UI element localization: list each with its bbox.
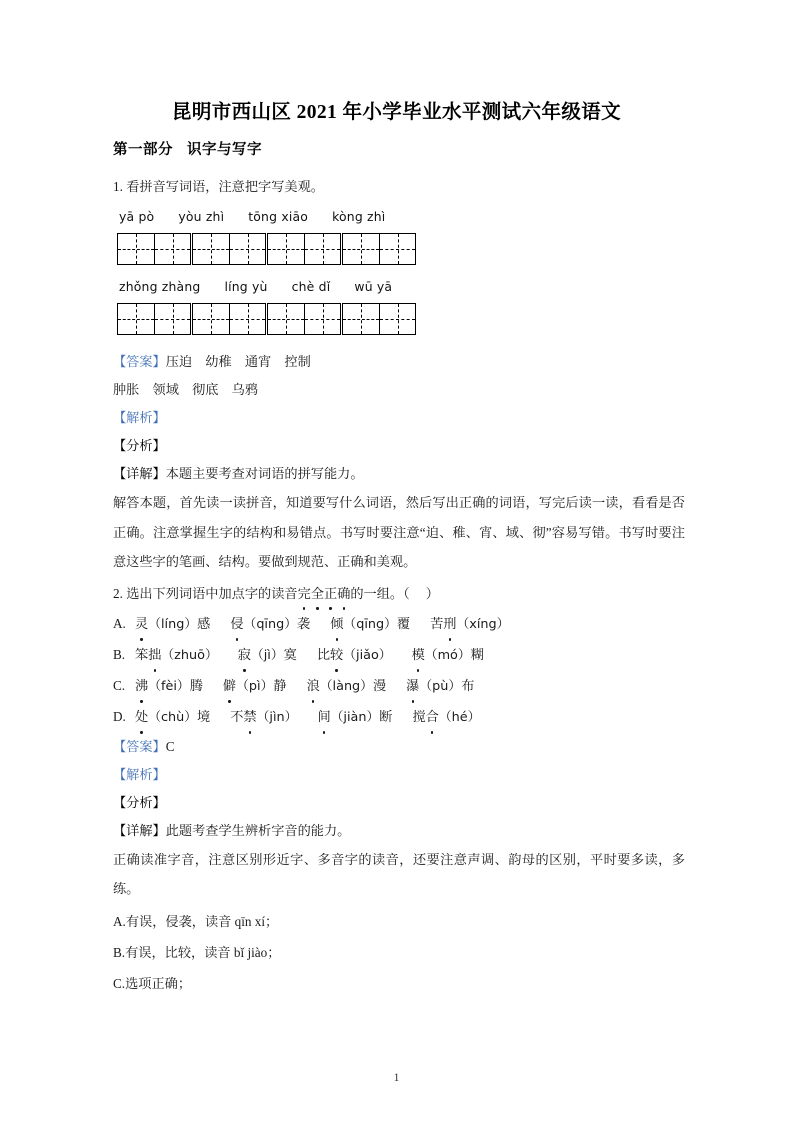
option-item-pinyin: （hé） — [438, 709, 481, 725]
option-item-prefix: 比 — [316, 646, 331, 662]
option-item-pinyin: （jìn） — [256, 709, 298, 725]
option-item — [412, 647, 484, 662]
question-1-answer-row-2: 肿胀 领域 彻底 乌鸦 — [113, 382, 259, 397]
writing-grid-cell[interactable] — [304, 304, 340, 334]
xiangjie-marker: 【详解】 — [113, 466, 166, 481]
option-item-suffix: 寞 — [283, 646, 297, 662]
writing-grid-cell[interactable] — [268, 304, 304, 334]
option-item — [412, 709, 480, 724]
option-item-pinyin: （qīng） — [243, 616, 298, 632]
answer-marker: 【答案】 — [113, 354, 166, 369]
option-item — [135, 647, 218, 662]
writing-grid-cell[interactable] — [343, 304, 379, 334]
option-item — [135, 678, 203, 693]
dotted-character: 拙 — [148, 640, 161, 670]
option-item-prefix: 不 — [230, 708, 244, 724]
option-row[interactable] — [113, 609, 685, 640]
writing-grid-cell[interactable] — [118, 234, 154, 264]
dotted-character: 侵 — [230, 609, 243, 639]
question-2-fenxi — [113, 789, 685, 816]
writing-grid-cell[interactable] — [268, 234, 304, 264]
question-1-xiangjie — [113, 460, 685, 487]
option-item-suffix: 糊 — [470, 646, 484, 662]
dotted-character: 浪 — [307, 671, 320, 701]
document-body — [113, 138, 685, 1000]
question-2-dotted-phrase — [298, 586, 351, 601]
option-note-row — [113, 907, 685, 937]
dotted-character: 沸 — [135, 671, 148, 701]
dotted-character: 正 — [324, 579, 337, 608]
option-row[interactable] — [113, 640, 685, 671]
pinyin-word: yòu zhì — [178, 209, 225, 224]
dotted-character: 刑 — [443, 609, 456, 639]
option-item-pinyin: （pì） — [236, 678, 274, 694]
dotted-character: 寂 — [238, 640, 251, 670]
dotted-character: 倾 — [330, 609, 343, 639]
writing-grid-cell[interactable] — [379, 234, 415, 264]
option-item-pinyin: （jiàn） — [330, 709, 380, 725]
option-item-pinyin: （pù） — [419, 678, 462, 694]
option-label: C. — [113, 677, 126, 693]
option-item-suffix: 境 — [197, 708, 211, 724]
option-item — [307, 678, 387, 693]
dotted-character: 禁 — [243, 702, 256, 732]
dotted-character: 灵 — [135, 609, 148, 639]
question-2-answer — [113, 733, 685, 760]
option-item — [135, 709, 210, 724]
dotted-character: 模 — [412, 640, 425, 670]
option-note-row — [113, 938, 685, 968]
dotted-character: 瀑 — [406, 671, 419, 701]
option-note-label: B. — [113, 944, 126, 960]
dotted-character: 合 — [426, 702, 439, 732]
writing-grid-box[interactable] — [267, 303, 341, 335]
option-item-pinyin: （qīng） — [343, 616, 397, 632]
option-item — [317, 647, 392, 662]
dotted-character: 全 — [311, 579, 324, 608]
option-item — [406, 678, 474, 693]
pinyin-row-1 — [113, 209, 685, 224]
answer-text-row-1: 压迫 幼稚 通宵 控制 — [165, 354, 311, 369]
pinyin-word: chè dǐ — [291, 279, 331, 294]
option-item-pinyin: （làng） — [319, 678, 373, 694]
question-1-stem — [113, 173, 685, 200]
option-item-pinyin: （jiǎo） — [343, 647, 392, 663]
pinyin-word: tōng xiāo — [248, 209, 309, 224]
option-note-text: 有误，比较，读音 bǐ jiào； — [125, 944, 281, 960]
writing-grid-cell[interactable] — [193, 304, 229, 334]
option-item-prefix: 笨 — [135, 646, 149, 662]
writing-grid-cell[interactable] — [379, 304, 415, 334]
option-item-suffix: 覆 — [396, 615, 411, 631]
option-item — [230, 709, 297, 724]
option-item — [330, 616, 410, 631]
option-item — [223, 678, 287, 693]
dotted-character: 确 — [337, 579, 350, 608]
section-heading — [113, 138, 685, 159]
question-1-number: 1. — [113, 179, 123, 194]
page-number: 1 — [393, 1072, 400, 1084]
option-item — [230, 616, 310, 631]
option-row[interactable] — [113, 671, 685, 702]
question-2-options — [113, 609, 685, 733]
pinyin-word: líng yù — [224, 279, 268, 294]
question-2-number: 2. — [113, 585, 123, 601]
writing-grid-cell[interactable] — [343, 234, 379, 264]
writing-grid-box[interactable] — [342, 303, 416, 335]
option-item-suffix: 袭 — [297, 615, 311, 631]
option-item — [135, 616, 210, 631]
question-1-jiexi — [113, 404, 685, 431]
question-1-explanation: 解答本题，首先读一读拼音，知道要写什么词语，然后写出正确的词语，写完后读一读，看看是否正确。注意掌握生字的结构和易错点。书写时要注意“迫、稚、宵、域、彻”容易写错。书写时要注意这些字的笔画、结构。要做到规范、正确和美观。 — [113, 495, 685, 569]
dotted-character: 完 — [298, 579, 311, 608]
dotted-character: 僻 — [223, 671, 236, 701]
writing-grid-cell[interactable] — [229, 234, 265, 264]
xiangjie-text: 此题考查学生辨析字音的能力。 — [165, 822, 351, 838]
writing-grid-cell[interactable] — [154, 234, 190, 264]
option-note-text: 选项正确； — [125, 975, 192, 991]
option-item-pinyin: （zhuō） — [161, 647, 218, 663]
section-name: 识字与写字 — [187, 142, 262, 158]
option-item — [238, 647, 297, 662]
option-item-suffix: 断 — [379, 708, 393, 724]
question-2-stem-end: ） — [425, 585, 439, 601]
answer-marker: 【答案】 — [113, 738, 166, 754]
jiexi-marker: 【解析】 — [113, 410, 166, 425]
writing-grid-box[interactable] — [342, 233, 416, 265]
option-note-text: 有误，侵袭，读音 qīn xí； — [125, 913, 279, 929]
option-item-suffix: 感 — [197, 615, 211, 631]
fenxi-marker: 【分析】 — [113, 794, 166, 810]
question-2-option-notes — [113, 907, 685, 999]
question-1-stem-text: 看拼音写词语，注意把字写美观。 — [126, 179, 324, 194]
writing-grid-box[interactable] — [192, 233, 266, 265]
option-note-label: C. — [113, 975, 126, 991]
option-item — [317, 709, 392, 724]
xiangjie-text: 本题主要考查对词语的拼写能力。 — [165, 466, 364, 481]
pinyin-word: yā pò — [119, 209, 155, 224]
option-note-row — [113, 969, 685, 999]
option-item-pinyin: （xíng） — [456, 616, 510, 632]
writing-grid-cell[interactable] — [304, 234, 340, 264]
question-2-stem — [113, 579, 685, 608]
option-row[interactable] — [113, 702, 685, 733]
question-2-jiexi — [113, 761, 685, 788]
question-2-stem-part2: 的一组。（ — [350, 585, 410, 601]
writing-grid-box[interactable] — [267, 233, 341, 265]
option-note-label: A. — [113, 913, 126, 929]
pinyin-word: kòng zhì — [332, 209, 386, 224]
writing-grid-cell[interactable] — [118, 304, 154, 334]
fenxi-marker: 【分析】 — [113, 438, 166, 453]
dotted-character: 间 — [317, 702, 330, 732]
writing-grid-cell[interactable] — [229, 304, 265, 334]
option-item-pinyin: （mó） — [424, 647, 471, 663]
xiangjie-marker: 【详解】 — [113, 822, 166, 838]
option-label: B. — [113, 646, 126, 662]
pinyin-word: zhǒng zhàng — [119, 279, 201, 294]
option-item-pinyin: （jì） — [250, 647, 284, 663]
writing-grid-box[interactable] — [117, 303, 191, 335]
writing-grid-box[interactable] — [192, 303, 266, 335]
option-item-suffix: 静 — [273, 677, 287, 693]
pinyin-word: wū yā — [354, 279, 393, 294]
dotted-character: 较 — [330, 640, 343, 670]
section-label: 第一部分 — [113, 142, 173, 158]
writing-grid-cell[interactable] — [154, 304, 190, 334]
pinyin-row-2 — [113, 279, 685, 294]
option-item-pinyin: （fèi） — [148, 678, 190, 694]
option-label: D. — [113, 708, 126, 724]
question-2-xiangjie — [113, 817, 685, 844]
jiexi-marker: 【解析】 — [113, 766, 166, 782]
option-item-prefix: 苦 — [430, 615, 444, 631]
option-item-suffix: 布 — [461, 677, 475, 693]
option-item-pinyin: （líng） — [148, 616, 198, 632]
question-1-fenxi — [113, 432, 685, 459]
page-title: 昆明市西山区 2021 年小学毕业水平测试六年级语文 — [171, 102, 622, 123]
writing-grid-row-1[interactable] — [113, 233, 685, 265]
question-2-explanation: 正确读准字音，注意区别形近字、多音字的读音，还要注意声调、韵母的区别，平时要多读，多练。 — [113, 851, 685, 896]
option-item — [430, 616, 509, 631]
option-item-prefix: 搅 — [412, 708, 426, 724]
option-item-pinyin: （chù） — [148, 709, 198, 725]
option-label: A. — [113, 615, 126, 631]
answer-value: C — [165, 738, 175, 754]
writing-grid-row-2[interactable] — [113, 303, 685, 335]
dotted-character: 处 — [135, 702, 148, 732]
writing-grid-cell[interactable] — [193, 234, 229, 264]
writing-grid-box[interactable] — [117, 233, 191, 265]
option-item-suffix: 腾 — [189, 677, 203, 693]
question-2-stem-part1: 选出下列词语中加点字的读音 — [126, 585, 298, 601]
option-item-suffix: 漫 — [372, 677, 387, 693]
question-1-answer — [113, 348, 685, 375]
